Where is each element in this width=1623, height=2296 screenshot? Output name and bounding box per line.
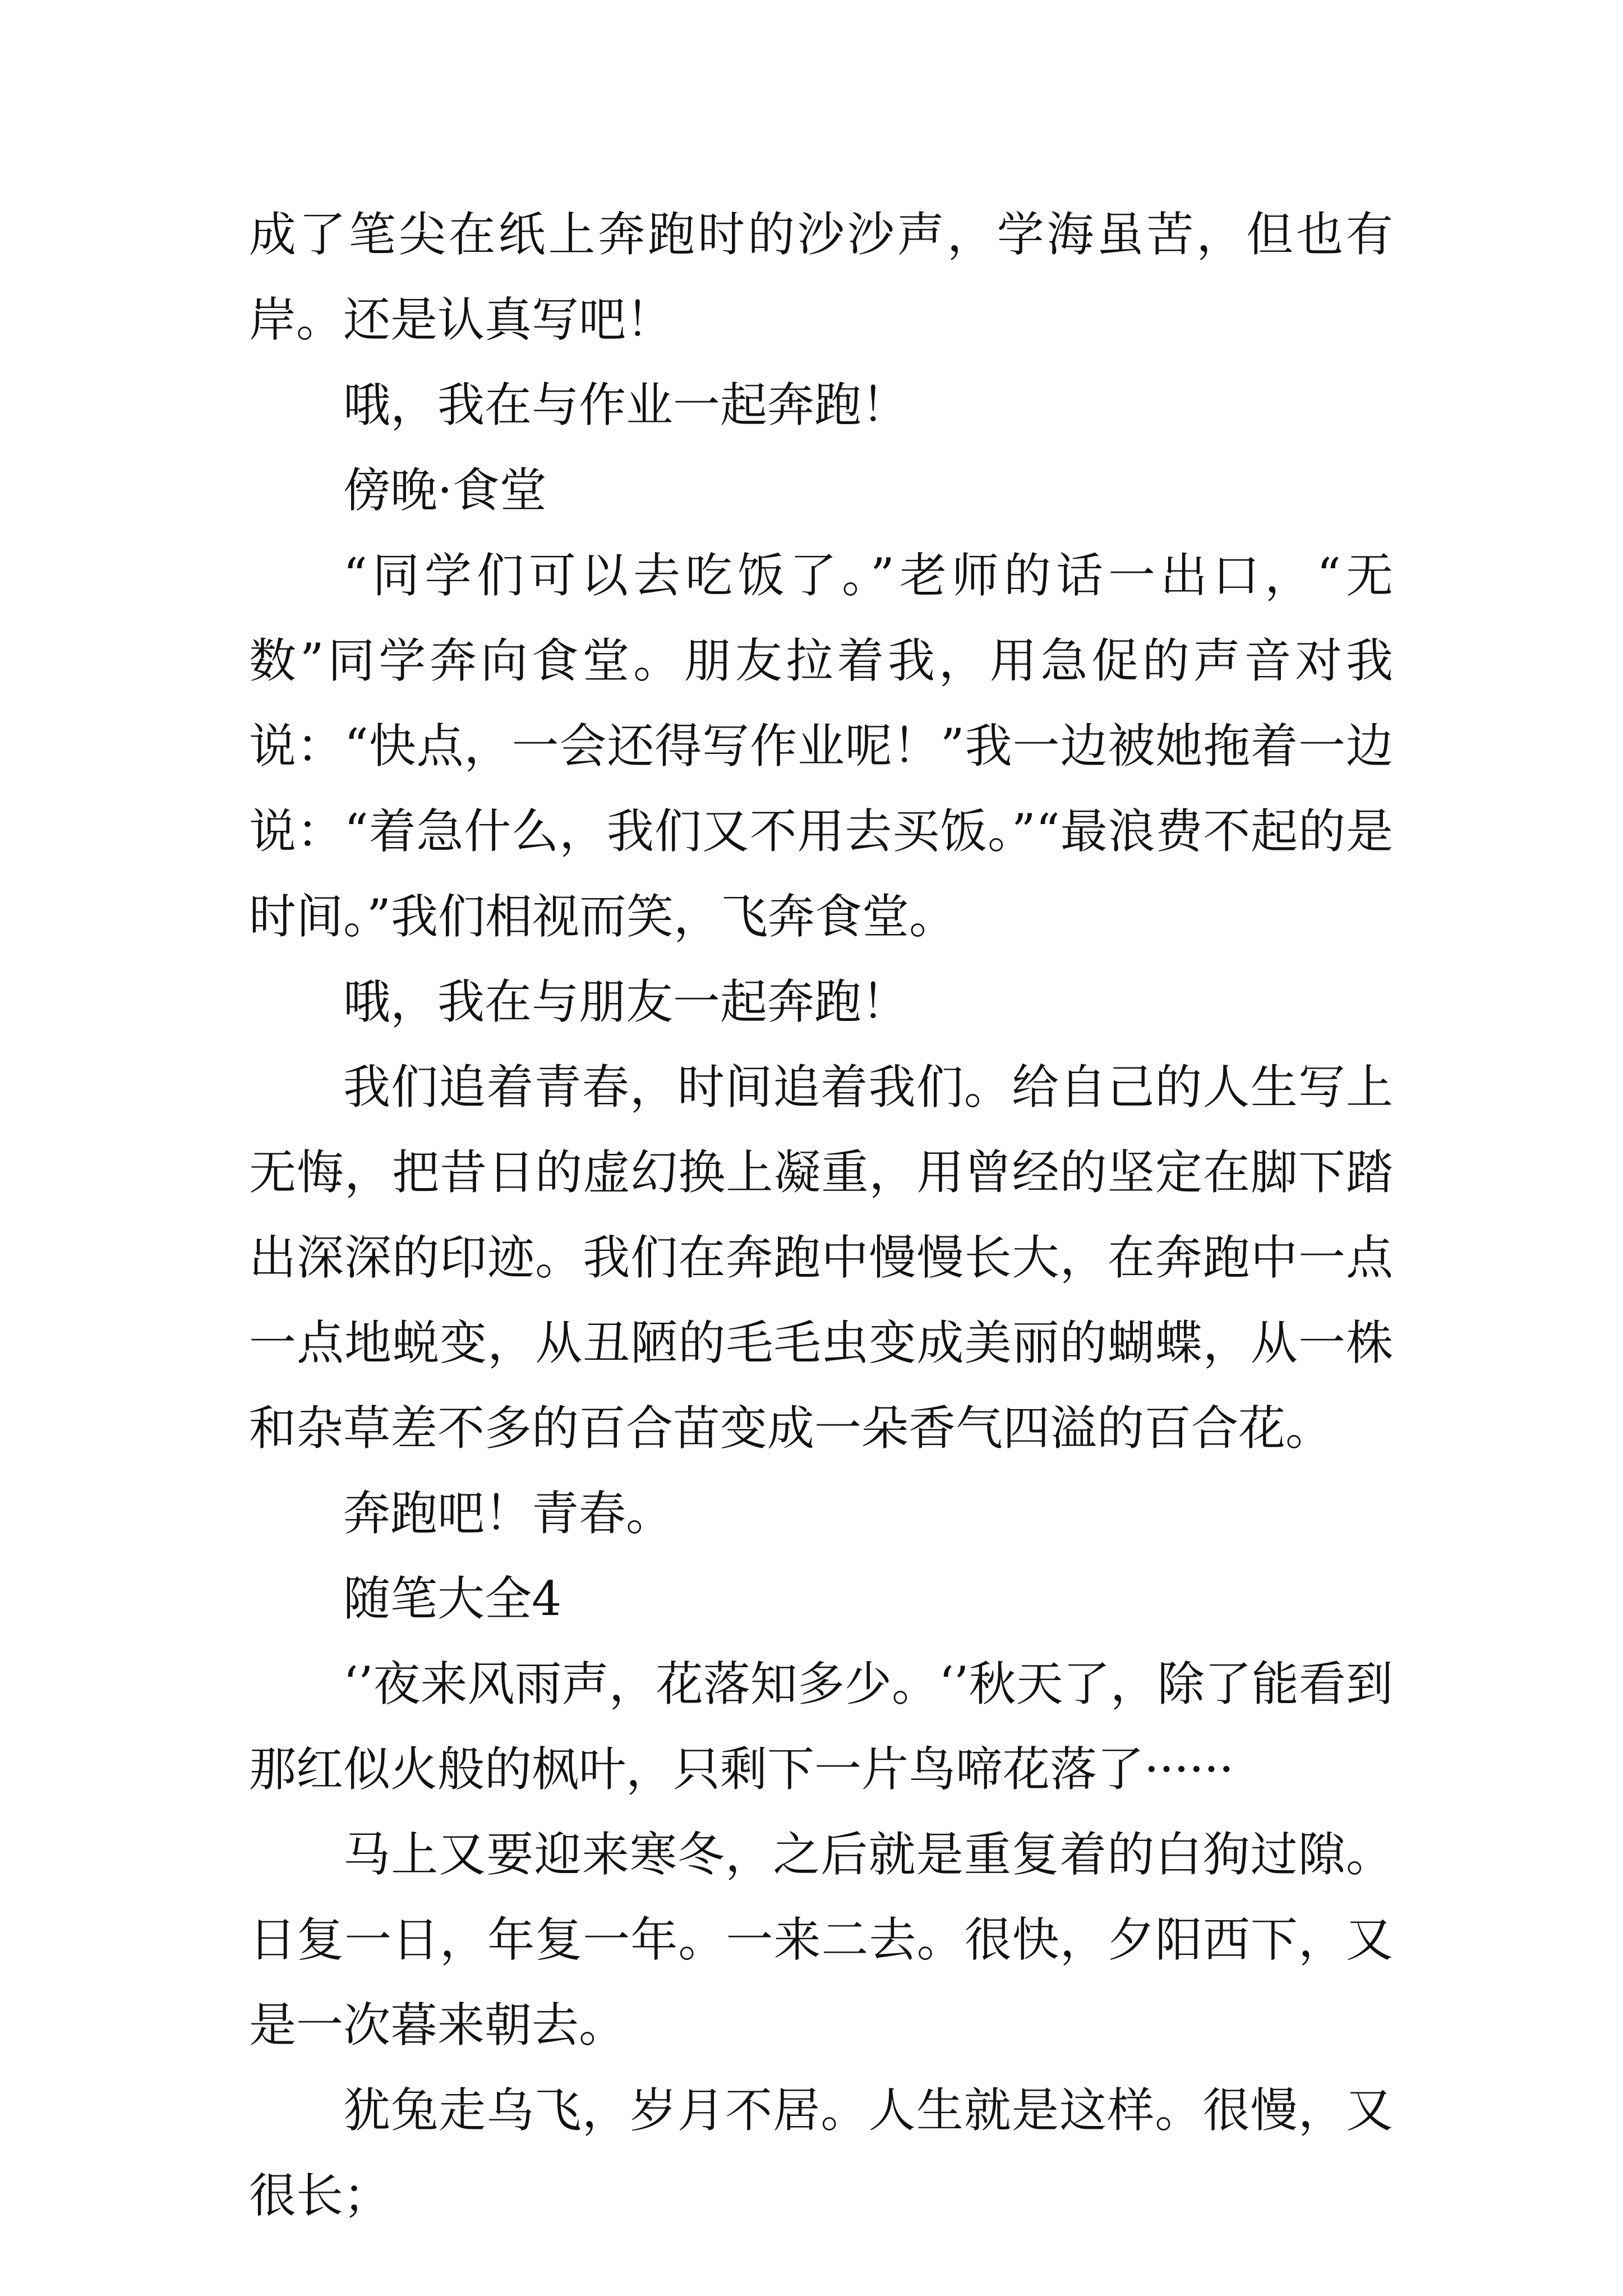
paragraph: 哦，我在与作业一起奔跑！	[343, 378, 909, 432]
section-heading: 随笔大全4	[343, 1571, 562, 1626]
paragraph: 马上又要迎来寒冬，之后就是重复着的白狗过隙。日复一日，年复一年。一来二去。很快，夕阳西下，又是一次暮来朝去。	[249, 1827, 1393, 2053]
paragraph: ‘’夜来风雨声，花落知多少。‘’秋天了，除了能看到那红似火般的枫叶，只剩下一片鸟啼花落了······	[249, 1657, 1393, 1797]
paragraph: 奔跑吧！青春。	[343, 1486, 674, 1541]
paragraph: “同学们可以去吃饭了。”老师的话一出口，“无数”同学奔向食堂。朋友拉着我，用急促的声音对我说：“快点，一会还得写作业呢！”我一边被她拖着一边说：“着急什么，我们又不用去买饭。”“最浪费不起的是时间。”我们相视而笑，飞奔食堂。	[249, 548, 1393, 944]
paragraph: 我们追着青春，时间追着我们。给自己的人生写上无悔，把昔日的虚幻换上凝重，用曾经的坚定在脚下踏出深深的印迹。我们在奔跑中慢慢长大，在奔跑中一点一点地蜕变，从丑陋的毛毛虫变成美丽的蝴蝶，从一株和杂草差不多的百合苗变成一朵香气四溢的百合花。	[249, 1060, 1393, 1456]
document-body	[249, 192, 1393, 2238]
paragraph: 犹兔走乌飞，岁月不居。人生就是这样。很慢，又很长；	[249, 2083, 1393, 2223]
section-heading: 傍晚·食堂	[343, 463, 547, 518]
paragraph: 哦，我在与朋友一起奔跑！	[343, 974, 909, 1029]
paragraph: 成了笔尖在纸上奔跑时的沙沙声，学海虽苦，但也有岸。还是认真写吧！	[249, 207, 1393, 347]
